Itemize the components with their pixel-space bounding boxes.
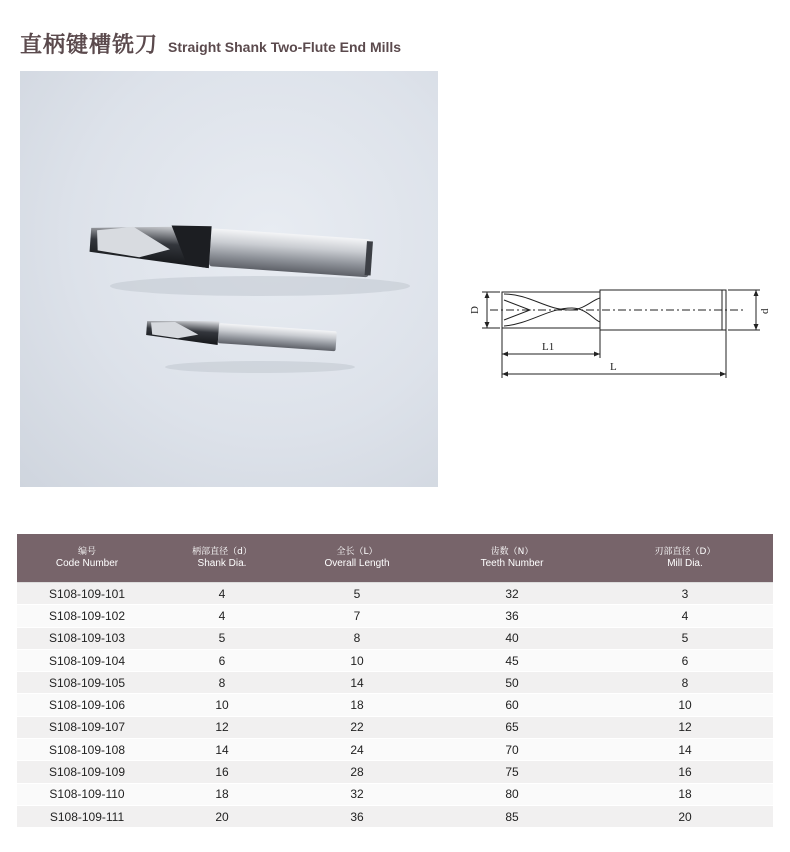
table-row xyxy=(17,694,773,716)
table-row xyxy=(17,716,773,738)
table-cell: 36 xyxy=(287,805,427,827)
table-cell: 22 xyxy=(287,716,427,738)
table-cell: 70 xyxy=(427,739,597,761)
table-cell: 75 xyxy=(427,761,597,783)
table-cell: 24 xyxy=(287,739,427,761)
table-cell: 18 xyxy=(287,694,427,716)
column-header-cn: 全长（L） xyxy=(336,547,378,557)
table-body xyxy=(17,583,773,828)
column-header xyxy=(427,534,597,583)
table-cell: 10 xyxy=(597,694,773,716)
table-cell: S108-109-105 xyxy=(17,672,157,694)
title-english: Straight Shank Two-Flute End Mills xyxy=(168,39,402,55)
table-cell: 8 xyxy=(287,627,427,649)
table-cell: 14 xyxy=(157,739,287,761)
table-cell: 80 xyxy=(427,783,597,805)
column-header-en: Shank Dia. xyxy=(197,558,247,569)
table-cell: S108-109-111 xyxy=(17,805,157,827)
label-shank-diameter: d xyxy=(759,308,771,314)
product-photo xyxy=(20,71,438,487)
column-header-cn: 柄部直径（d） xyxy=(192,547,252,557)
table-row xyxy=(17,761,773,783)
table-cell: 3 xyxy=(597,583,773,605)
table-cell: 12 xyxy=(597,716,773,738)
table-cell: 18 xyxy=(597,783,773,805)
table-row xyxy=(17,783,773,805)
table-cell: 20 xyxy=(597,805,773,827)
table-cell: 32 xyxy=(427,583,597,605)
table-row xyxy=(17,605,773,627)
table-cell: 6 xyxy=(597,649,773,671)
table-cell: 50 xyxy=(427,672,597,694)
table-row xyxy=(17,739,773,761)
table-cell: S108-109-109 xyxy=(17,761,157,783)
column-header-en: Overall Length xyxy=(324,558,390,569)
table-row xyxy=(17,672,773,694)
table-cell: 14 xyxy=(597,739,773,761)
table-cell: 4 xyxy=(157,583,287,605)
table-cell: 5 xyxy=(287,583,427,605)
table-cell: 65 xyxy=(427,716,597,738)
table-cell: 85 xyxy=(427,805,597,827)
table-cell: S108-109-110 xyxy=(17,783,157,805)
table-row xyxy=(17,583,773,605)
table-cell: 7 xyxy=(287,605,427,627)
table-cell: 60 xyxy=(427,694,597,716)
table-cell: S108-109-106 xyxy=(17,694,157,716)
column-header xyxy=(597,534,773,583)
table-cell: S108-109-107 xyxy=(17,716,157,738)
table-cell: S108-109-103 xyxy=(17,627,157,649)
table-cell: 5 xyxy=(157,627,287,649)
table-row xyxy=(17,627,773,649)
table-cell: S108-109-102 xyxy=(17,605,157,627)
label-overall-length: L xyxy=(610,361,617,373)
table-cell: 4 xyxy=(597,605,773,627)
column-header-cn: 编号 xyxy=(77,547,96,557)
table-cell: 10 xyxy=(287,649,427,671)
table-cell: 16 xyxy=(157,761,287,783)
table-cell: 20 xyxy=(157,805,287,827)
column-header-en: Mill Dia. xyxy=(667,558,703,569)
label-flute-length: L1 xyxy=(542,341,555,353)
table-cell: 8 xyxy=(157,672,287,694)
end-mill-photo-illustration xyxy=(20,71,438,487)
table-row xyxy=(17,805,773,827)
table-cell: 40 xyxy=(427,627,597,649)
table-cell: 32 xyxy=(287,783,427,805)
table-cell: 36 xyxy=(427,605,597,627)
column-header-en: Code Number xyxy=(55,558,119,569)
table-cell: 18 xyxy=(157,783,287,805)
column-header-en: Teeth Number xyxy=(480,558,544,569)
table-cell: S108-109-101 xyxy=(17,583,157,605)
column-header xyxy=(157,534,287,583)
table-cell: S108-109-108 xyxy=(17,739,157,761)
table-row xyxy=(17,649,773,671)
column-header-cn: 齿数（N） xyxy=(490,547,534,557)
page-title xyxy=(20,28,401,58)
column-header xyxy=(287,534,427,583)
table-cell: S108-109-104 xyxy=(17,649,157,671)
table-cell: 45 xyxy=(427,649,597,671)
table-header-row xyxy=(17,534,773,583)
column-header-cn: 刃部直径（D） xyxy=(654,547,716,557)
table-cell: 16 xyxy=(597,761,773,783)
table-cell: 10 xyxy=(157,694,287,716)
table-cell: 4 xyxy=(157,605,287,627)
technical-drawing xyxy=(460,270,780,390)
table-cell: 12 xyxy=(157,716,287,738)
label-mill-diameter: D xyxy=(469,306,481,314)
table-cell: 6 xyxy=(157,649,287,671)
table-cell: 5 xyxy=(597,627,773,649)
specification-table xyxy=(17,534,773,828)
table-cell: 14 xyxy=(287,672,427,694)
column-header xyxy=(17,534,157,583)
title-chinese: 直柄键槽铣刀 xyxy=(20,33,159,58)
table-cell: 8 xyxy=(597,672,773,694)
table-cell: 28 xyxy=(287,761,427,783)
